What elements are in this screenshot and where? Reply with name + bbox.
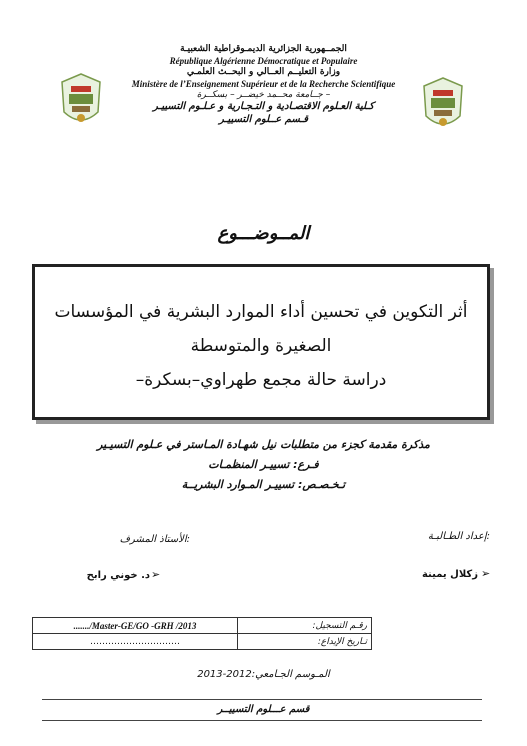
university-arabic: جــامعة محــمد خيضــر – بسكــرة – xyxy=(196,90,331,100)
table-row xyxy=(33,634,372,650)
footer-divider xyxy=(42,720,482,721)
bullet-arrow-icon: ➢ xyxy=(151,568,161,581)
republic-arabic: الجمــهورية الجزائرية الديمـوقراطية الشعبيـة xyxy=(180,44,347,54)
title-box xyxy=(32,264,490,420)
thesis-specialty: تـخـصـص: تسييـر المـوارد البشريــة xyxy=(181,478,346,491)
footer-department: قسم عـــلوم التسييــر xyxy=(217,704,310,715)
republic-french: République Algérienne Démocratique et Populaire xyxy=(169,56,358,66)
supervisor-label: الأستاذ المشرف: xyxy=(119,534,190,545)
ministry-french: Ministère de l’Enseignement Supérieur et de la Recherche Scientifique xyxy=(131,79,396,89)
registration-value: ......./Master-GE/GO -GRH /2013 xyxy=(33,618,238,634)
deposit-date-label: تـاريخ الإيداع: xyxy=(238,634,372,650)
title-line-3: دراسة حالة مجمع طهراوي–بسكرة– xyxy=(135,370,387,390)
academic-year: المـوسم الجـامعي:2012-2013 xyxy=(197,669,330,680)
student-label: إعداد الطـالبـة: xyxy=(427,531,490,542)
table-row xyxy=(33,618,372,634)
title-line-1: أثر التكوين في تحسين أداء الموارد البشرية في المؤسسات xyxy=(54,302,468,322)
ministry-arabic: وزارة التعليــم العــالي و البحــث العلمـي xyxy=(186,67,341,77)
bullet-arrow-icon: ➢ xyxy=(481,567,491,580)
supervisor-name: د. خوني رابح xyxy=(86,570,150,581)
student-name: زكلال يمينة xyxy=(421,569,478,580)
footer-divider xyxy=(42,699,482,700)
deposit-date-value: ………………………… xyxy=(33,634,238,650)
faculty-arabic: كـلية العـلوم الاقتصـادية و التـجـارية و عـلـوم التسييـر xyxy=(152,101,375,112)
thesis-purpose: مذكرة مقدمة كجزء من متطلبات نيل شهـادة المـاستر في عـلوم التسيـير xyxy=(97,438,430,451)
subject-heading: المــوضـــوع xyxy=(217,223,310,244)
registration-table xyxy=(32,617,372,650)
registration-label: رقـم التسجيل: xyxy=(238,618,372,634)
department-arabic: قـسم عــلوم التسييـر xyxy=(219,114,308,125)
title-line-2: الصغيرة والمتوسطة xyxy=(190,336,332,356)
thesis-branch: فـرع: تسييـر المنظمـات xyxy=(208,458,319,471)
